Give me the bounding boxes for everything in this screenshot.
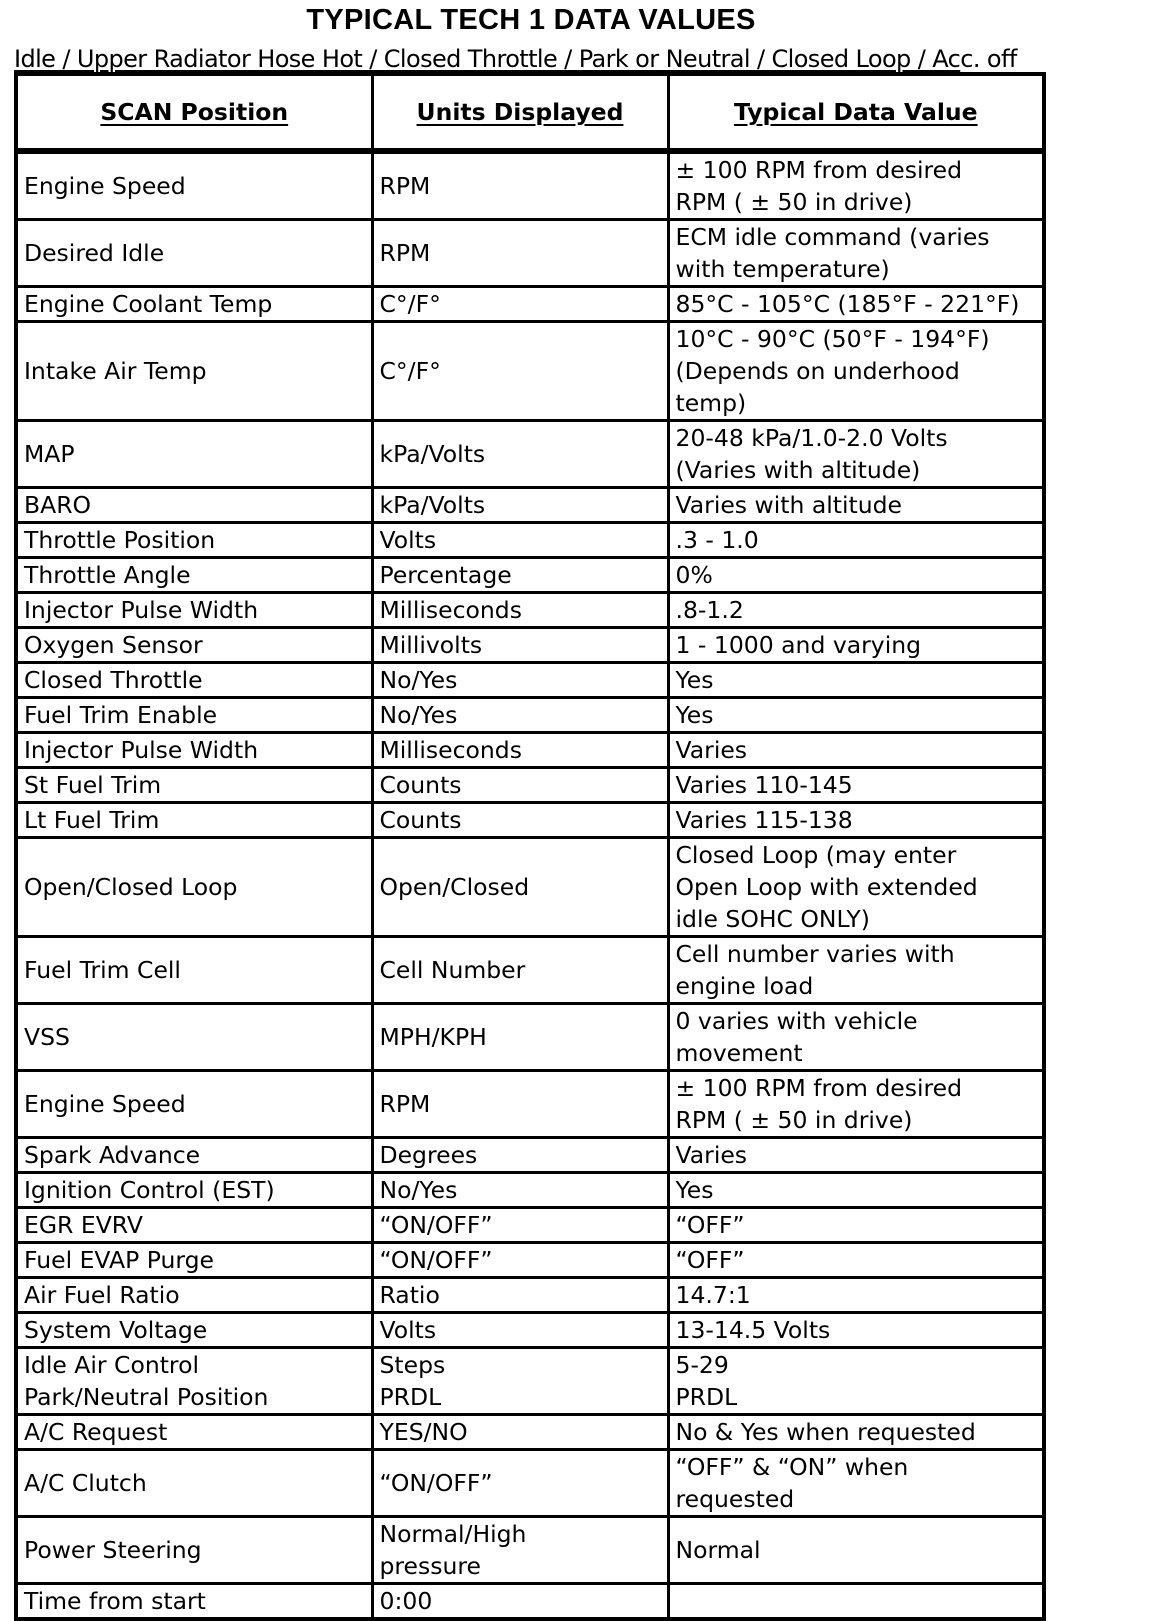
cell-text-line: “ON/OFF” xyxy=(379,1469,493,1497)
units-cell xyxy=(372,803,668,838)
table-row xyxy=(16,733,1044,768)
conditions-subtitle xyxy=(14,44,1144,74)
typical-value-cell xyxy=(668,1450,1044,1517)
scan-position-cell xyxy=(16,803,372,838)
table-row xyxy=(16,663,1044,698)
cell-text-line: Open/Closed xyxy=(379,873,530,901)
scan-position-cell xyxy=(16,1138,372,1173)
cell-text-line: requested xyxy=(675,1485,795,1513)
cell-text-line: Volts xyxy=(379,526,437,554)
table-row xyxy=(16,421,1044,488)
typical-value-cell xyxy=(668,1278,1044,1313)
units-cell xyxy=(372,287,668,322)
table-row xyxy=(16,1004,1044,1071)
typical-value-cell xyxy=(668,768,1044,803)
typical-value-cell xyxy=(668,593,1044,628)
conditions-subtitle-underlined: Idle / Upper Radiator Hose Hot / Closed Throttle / Park or Neutral / Closed Loop / Ac xyxy=(14,45,961,73)
units-cell xyxy=(372,663,668,698)
scan-position-cell xyxy=(16,628,372,663)
scan-position-cell xyxy=(16,838,372,937)
table-row xyxy=(16,1243,1044,1278)
cell-text-line: No & Yes when requested xyxy=(675,1418,976,1446)
table-row xyxy=(16,1584,1044,1620)
cell-text-line: Throttle Angle xyxy=(24,561,191,589)
typical-value-cell xyxy=(668,1173,1044,1208)
scan-position-cell xyxy=(16,488,372,523)
table-row xyxy=(16,1313,1044,1348)
cell-text-line: ± 100 RPM from desired xyxy=(675,1074,963,1102)
cell-text-line: Lt Fuel Trim xyxy=(24,806,160,834)
units-cell xyxy=(372,220,668,287)
units-cell xyxy=(372,768,668,803)
cell-text-line: Yes xyxy=(675,1176,714,1204)
cell-text-line: EGR EVRV xyxy=(24,1211,143,1239)
units-cell xyxy=(372,1138,668,1173)
typical-value-cell xyxy=(668,698,1044,733)
cell-text-line: St Fuel Trim xyxy=(24,771,162,799)
units-cell xyxy=(372,1004,668,1071)
units-cell xyxy=(372,1415,668,1450)
cell-text-line: kPa/Volts xyxy=(379,491,486,519)
cell-text-line: Closed Loop (may enter xyxy=(675,841,957,869)
cell-text-line: Intake Air Temp xyxy=(24,357,207,385)
cell-text-line: ECM idle command (varies xyxy=(675,223,990,251)
cell-text-line: Ignition Control (EST) xyxy=(24,1176,275,1204)
cell-text-line: Counts xyxy=(379,806,462,834)
conditions-subtitle-rest: c. off xyxy=(960,45,1017,73)
table-row xyxy=(16,1450,1044,1517)
table-row xyxy=(16,698,1044,733)
cell-text-line: VSS xyxy=(24,1023,70,1051)
cell-text-line: Varies with altitude xyxy=(675,491,902,519)
cell-text-line: Oxygen Sensor xyxy=(24,631,203,659)
cell-text-line: “OFF” xyxy=(675,1246,745,1274)
typical-value-cell xyxy=(668,1313,1044,1348)
scan-position-cell xyxy=(16,523,372,558)
cell-text-line: Volts xyxy=(379,1316,437,1344)
table-row xyxy=(16,1138,1044,1173)
table-row xyxy=(16,1208,1044,1243)
scan-position-cell xyxy=(16,1517,372,1584)
scan-position-cell xyxy=(16,151,372,220)
cell-text-line: pressure xyxy=(379,1552,482,1580)
cell-text-line: Closed Throttle xyxy=(24,666,203,694)
table-row xyxy=(16,488,1044,523)
scan-position-cell xyxy=(16,593,372,628)
scan-position-cell xyxy=(16,698,372,733)
cell-text-line: kPa/Volts xyxy=(379,440,486,468)
scan-position-cell xyxy=(16,1348,372,1415)
typical-value-cell xyxy=(668,287,1044,322)
typical-value-cell xyxy=(668,220,1044,287)
cell-text-line: MAP xyxy=(24,440,75,468)
typical-value-cell xyxy=(668,1584,1044,1620)
cell-text-line: 0% xyxy=(675,561,713,589)
table-row xyxy=(16,322,1044,421)
cell-text-line: Normal/High xyxy=(379,1520,527,1548)
cell-text-line: Varies 115-138 xyxy=(675,806,853,834)
units-cell xyxy=(372,838,668,937)
cell-text-line: 14.7:1 xyxy=(675,1281,751,1309)
cell-text-line: A/C Request xyxy=(24,1418,168,1446)
header-scan-position: SCAN Position xyxy=(16,74,372,151)
cell-text-line: PRDL xyxy=(379,1383,442,1411)
typical-value-cell xyxy=(668,558,1044,593)
cell-text-line: (Varies with altitude) xyxy=(675,456,921,484)
table-row xyxy=(16,1517,1044,1584)
table-header-row xyxy=(16,74,1044,151)
cell-text-line: Varies xyxy=(675,1141,748,1169)
cell-text-line: Fuel Trim Enable xyxy=(24,701,218,729)
cell-text-line: “ON/OFF” xyxy=(379,1246,493,1274)
cell-text-line: 10°C - 90°C (50°F - 194°F) xyxy=(675,325,990,353)
cell-text-line: Steps xyxy=(379,1351,446,1379)
units-cell xyxy=(372,1517,668,1584)
cell-text-line: Degrees xyxy=(379,1141,478,1169)
table-row xyxy=(16,220,1044,287)
cell-text-line: C°/F° xyxy=(379,290,441,318)
scan-position-cell xyxy=(16,768,372,803)
units-cell xyxy=(372,1243,668,1278)
cell-text-line: Idle Air Control xyxy=(24,1351,199,1379)
cell-text-line: Varies 110-145 xyxy=(675,771,853,799)
table-row xyxy=(16,1348,1044,1415)
cell-text-line: No/Yes xyxy=(379,701,458,729)
units-cell xyxy=(372,523,668,558)
units-cell xyxy=(372,698,668,733)
typical-value-cell xyxy=(668,733,1044,768)
cell-text-line: Power Steering xyxy=(24,1536,202,1564)
cell-text-line: A/C Clutch xyxy=(24,1469,147,1497)
typical-value-cell xyxy=(668,322,1044,421)
scan-position-cell xyxy=(16,421,372,488)
cell-text-line: “OFF” xyxy=(675,1211,745,1239)
table-row xyxy=(16,1415,1044,1450)
scan-position-cell xyxy=(16,1243,372,1278)
cell-text-line: .8-1.2 xyxy=(675,596,744,624)
scan-position-cell xyxy=(16,1415,372,1450)
cell-text-line: idle SOHC ONLY) xyxy=(675,905,870,933)
header-typical-data-value: Typical Data Value xyxy=(668,74,1044,151)
cell-text-line: 0 varies with vehicle xyxy=(675,1007,918,1035)
cell-text-line: Injector Pulse Width xyxy=(24,736,259,764)
scan-position-cell xyxy=(16,220,372,287)
cell-text-line: 0:00 xyxy=(379,1587,433,1615)
cell-text-line: Throttle Position xyxy=(24,526,216,554)
scan-position-cell xyxy=(16,1450,372,1517)
cell-text-line: Open Loop with extended xyxy=(675,873,978,901)
table-row xyxy=(16,768,1044,803)
table-row xyxy=(16,838,1044,937)
cell-text-line: Milliseconds xyxy=(379,596,522,624)
cell-text-line: MPH/KPH xyxy=(379,1023,487,1051)
cell-text-line: engine load xyxy=(675,972,814,1000)
scan-position-cell xyxy=(16,287,372,322)
cell-text-line: YES/NO xyxy=(379,1418,468,1446)
cell-text-line: Air Fuel Ratio xyxy=(24,1281,180,1309)
cell-text-line: BARO xyxy=(24,491,92,519)
typical-value-cell xyxy=(668,1138,1044,1173)
cell-text-line: RPM xyxy=(379,239,431,267)
units-cell xyxy=(372,1313,668,1348)
table-row xyxy=(16,1173,1044,1208)
cell-text-line: RPM xyxy=(379,1090,431,1118)
cell-text-line: No/Yes xyxy=(379,666,458,694)
scan-position-cell xyxy=(16,1071,372,1138)
units-cell xyxy=(372,558,668,593)
table-row xyxy=(16,523,1044,558)
cell-text-line: temp) xyxy=(675,389,747,417)
typical-value-cell xyxy=(668,151,1044,220)
units-cell xyxy=(372,322,668,421)
cell-text-line: Engine Coolant Temp xyxy=(24,290,273,318)
typical-value-cell xyxy=(668,838,1044,937)
typical-value-cell xyxy=(668,1208,1044,1243)
units-cell xyxy=(372,593,668,628)
cell-text-line: RPM ( ± 50 in drive) xyxy=(675,1106,913,1134)
cell-text-line: Fuel Trim Cell xyxy=(24,956,181,984)
cell-text-line: Fuel EVAP Purge xyxy=(24,1246,214,1274)
table-row xyxy=(16,628,1044,663)
cell-text-line: Normal xyxy=(675,1536,761,1564)
cell-text-line: .3 - 1.0 xyxy=(675,526,759,554)
scan-position-cell xyxy=(16,1278,372,1313)
table-row xyxy=(16,1071,1044,1138)
units-cell xyxy=(372,1173,668,1208)
scan-position-cell xyxy=(16,733,372,768)
cell-text-line: “OFF” & “ON” when xyxy=(675,1453,909,1481)
cell-text-line: Percentage xyxy=(379,561,512,589)
header-units-displayed: Units Displayed xyxy=(372,74,668,151)
cell-text-line: PRDL xyxy=(675,1383,738,1411)
typical-value-cell xyxy=(668,803,1044,838)
cell-text-line: Ratio xyxy=(379,1281,440,1309)
cell-text-line: 13-14.5 Volts xyxy=(675,1316,831,1344)
units-cell xyxy=(372,488,668,523)
units-cell xyxy=(372,1584,668,1620)
typical-value-cell xyxy=(668,628,1044,663)
typical-value-cell xyxy=(668,1517,1044,1584)
units-cell xyxy=(372,1450,668,1517)
scan-position-cell xyxy=(16,663,372,698)
table-row xyxy=(16,803,1044,838)
typical-value-cell xyxy=(668,1243,1044,1278)
cell-text-line: 20-48 kPa/1.0-2.0 Volts xyxy=(675,424,948,452)
typical-value-cell xyxy=(668,1415,1044,1450)
units-cell xyxy=(372,937,668,1004)
cell-text-line: C°/F° xyxy=(379,357,441,385)
typical-value-cell xyxy=(668,937,1044,1004)
table-row xyxy=(16,151,1044,220)
scan-position-cell xyxy=(16,1313,372,1348)
cell-text-line: 5-29 xyxy=(675,1351,729,1379)
cell-text-line: Yes xyxy=(675,666,714,694)
units-cell xyxy=(372,1278,668,1313)
table-row xyxy=(16,287,1044,322)
data-values-table xyxy=(14,72,1046,1621)
table-body xyxy=(16,151,1044,1619)
cell-text-line: Cell Number xyxy=(379,956,526,984)
cell-text-line: Spark Advance xyxy=(24,1141,201,1169)
cell-text-line: Engine Speed xyxy=(24,172,186,200)
table-row xyxy=(16,937,1044,1004)
table-row xyxy=(16,593,1044,628)
typical-value-cell xyxy=(668,1071,1044,1138)
cell-text-line: 85°C - 105°C (185°F - 221°F) xyxy=(675,290,1020,318)
cell-text-line: RPM ( ± 50 in drive) xyxy=(675,188,913,216)
cell-text-line: Open/Closed Loop xyxy=(24,873,238,901)
cell-text-line: Varies xyxy=(675,736,748,764)
cell-text-line: “ON/OFF” xyxy=(379,1211,493,1239)
scan-position-cell xyxy=(16,1584,372,1620)
cell-text-line: Injector Pulse Width xyxy=(24,596,259,624)
cell-text-line: Time from start xyxy=(24,1587,206,1615)
units-cell xyxy=(372,733,668,768)
units-cell xyxy=(372,421,668,488)
typical-value-cell xyxy=(668,523,1044,558)
cell-text-line: ± 100 RPM from desired xyxy=(675,156,963,184)
cell-text-line: Counts xyxy=(379,771,462,799)
scan-position-cell xyxy=(16,1004,372,1071)
cell-text-line: with temperature) xyxy=(675,255,890,283)
cell-text-line: Millivolts xyxy=(379,631,483,659)
cell-text-line: Yes xyxy=(675,701,714,729)
units-cell xyxy=(372,628,668,663)
units-cell xyxy=(372,1071,668,1138)
page-title: TYPICAL TECH 1 DATA VALUES xyxy=(306,4,756,36)
cell-text-line: System Voltage xyxy=(24,1316,208,1344)
cell-text-line: Desired Idle xyxy=(24,239,165,267)
cell-text-line: (Depends on underhood xyxy=(675,357,960,385)
typical-value-cell xyxy=(668,421,1044,488)
cell-text-line: Milliseconds xyxy=(379,736,522,764)
typical-value-cell xyxy=(668,488,1044,523)
typical-value-cell xyxy=(668,1004,1044,1071)
typical-value-cell xyxy=(668,1348,1044,1415)
units-cell xyxy=(372,151,668,220)
cell-text-line: Park/Neutral Position xyxy=(24,1383,269,1411)
table-row xyxy=(16,1278,1044,1313)
cell-text-line: Engine Speed xyxy=(24,1090,186,1118)
cell-text-line: movement xyxy=(675,1039,803,1067)
scan-position-cell xyxy=(16,1208,372,1243)
cell-text-line: RPM xyxy=(379,172,431,200)
table-row xyxy=(16,558,1044,593)
cell-text-line: Cell number varies with xyxy=(675,940,955,968)
cell-text-line: 1 - 1000 and varying xyxy=(675,631,922,659)
scan-position-cell xyxy=(16,1173,372,1208)
scan-position-cell xyxy=(16,322,372,421)
typical-value-cell xyxy=(668,663,1044,698)
scan-position-cell xyxy=(16,558,372,593)
units-cell xyxy=(372,1208,668,1243)
units-cell xyxy=(372,1348,668,1415)
scan-position-cell xyxy=(16,937,372,1004)
cell-text-line: No/Yes xyxy=(379,1176,458,1204)
